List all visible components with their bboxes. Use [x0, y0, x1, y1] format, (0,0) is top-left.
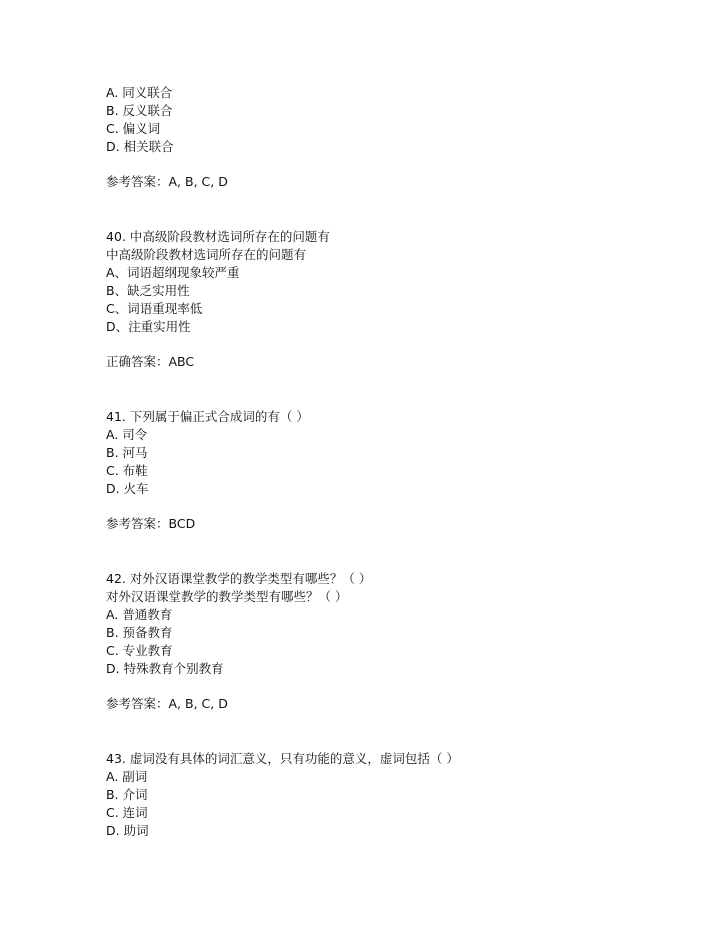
question-43: [106, 750, 700, 840]
option-d: D. 助词: [106, 823, 149, 838]
option-c: C. 专业教育: [106, 643, 173, 658]
option-d: D. 火车: [106, 481, 149, 496]
option-c: C、词语重现率低: [106, 301, 203, 316]
option-a: A. 同义联合: [106, 85, 173, 100]
option-b: B. 预备教育: [106, 625, 173, 640]
option-b: B. 反义联合: [106, 103, 173, 118]
option-b: B. 介词: [106, 787, 148, 802]
question-title: 42. 对外汉语课堂教学的教学类型有哪些？（ ）: [106, 571, 372, 586]
option-b: B、缺乏实用性: [106, 283, 190, 298]
option-c: C. 布鞋: [106, 463, 148, 478]
reference-answer: 参考答案：A, B, C, D: [106, 174, 228, 189]
question-repeat: 中高级阶段教材选词所存在的问题有: [106, 247, 307, 262]
option-b: B. 河马: [106, 445, 148, 460]
option-a: A. 司令: [106, 427, 148, 442]
option-d: D. 相关联合: [106, 139, 174, 154]
reference-answer: 参考答案：A, B, C, D: [106, 696, 228, 711]
reference-answer: 参考答案：BCD: [106, 516, 196, 531]
option-d: D、注重实用性: [106, 319, 191, 334]
option-a: A、词语超纲现象较严重: [106, 265, 240, 280]
question-39-continued: [106, 84, 700, 191]
question-40: [106, 228, 700, 371]
question-42: [106, 570, 700, 713]
correct-answer: 正确答案：ABC: [106, 354, 195, 369]
question-41: [106, 408, 700, 533]
question-title: 43. 虚词没有具体的词汇意义，只有功能的意义，虚词包括（ ）: [106, 751, 459, 766]
question-title: 41. 下列属于偏正式合成词的有（ ）: [106, 409, 309, 424]
question-document: [106, 84, 700, 840]
option-c: C. 连词: [106, 805, 148, 820]
question-repeat: 对外汉语课堂教学的教学类型有哪些？（ ）: [106, 589, 348, 604]
option-a: A. 普通教育: [106, 607, 173, 622]
option-a: A. 副词: [106, 769, 148, 784]
option-d: D. 特殊教育个别教育: [106, 661, 224, 676]
option-c: C. 偏义词: [106, 121, 161, 136]
question-title: 40. 中高级阶段教材选词所存在的问题有: [106, 229, 330, 244]
